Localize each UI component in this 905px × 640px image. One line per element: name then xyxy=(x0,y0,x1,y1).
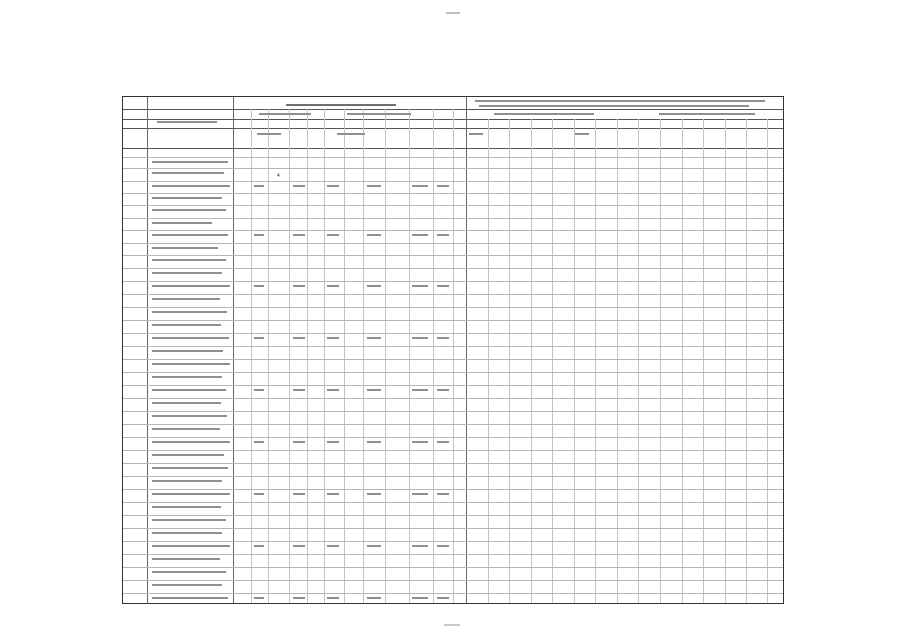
col-18 xyxy=(552,119,553,603)
row-sep xyxy=(123,502,783,503)
cell-text-bar xyxy=(437,285,449,287)
cell-text-bar xyxy=(293,285,305,287)
row-sep xyxy=(123,268,783,269)
row-text-bar xyxy=(152,454,224,456)
row-sep xyxy=(123,205,783,206)
row-text-bar xyxy=(152,209,226,211)
row-sep xyxy=(123,385,783,386)
row-text-bar xyxy=(152,259,226,261)
cell-text-bar xyxy=(254,389,264,391)
col-24 xyxy=(682,119,683,603)
cell-text-bar xyxy=(293,185,305,187)
col-23 xyxy=(660,119,661,603)
row-sep xyxy=(123,320,783,321)
cell-text-bar xyxy=(327,597,339,599)
header-text-bar xyxy=(659,113,755,115)
row-sep xyxy=(123,554,783,555)
page-header-mark xyxy=(446,12,460,14)
row-text-bar xyxy=(152,376,222,378)
cell-text-bar xyxy=(437,389,449,391)
cell-text-bar xyxy=(437,545,449,547)
row-text-bar xyxy=(152,402,221,404)
cell-text-bar xyxy=(412,441,428,443)
row-text-bar xyxy=(152,172,224,174)
row-text-bar xyxy=(152,441,230,443)
cell-text-bar xyxy=(327,234,339,236)
row-sep xyxy=(123,398,783,399)
row-sep xyxy=(123,515,783,516)
row-text-bar xyxy=(152,389,226,391)
row-sep xyxy=(123,168,783,169)
row-sep xyxy=(123,333,783,334)
header-text-bar xyxy=(286,104,396,106)
row-text-bar xyxy=(152,480,222,482)
row-sep xyxy=(123,255,783,256)
cell-text-bar xyxy=(437,441,449,443)
cell-text-bar xyxy=(327,389,339,391)
row-text-bar xyxy=(152,247,218,249)
cell-text-bar xyxy=(327,337,339,339)
row-sep xyxy=(123,346,783,347)
row-text-bar xyxy=(152,584,222,586)
col-20 xyxy=(595,119,596,603)
cell-text-bar xyxy=(367,285,381,287)
cell-text-bar xyxy=(412,597,428,599)
row-text-bar xyxy=(152,185,230,187)
cell-text-bar xyxy=(412,389,428,391)
cell-text-bar xyxy=(437,337,449,339)
cell-text-bar xyxy=(412,337,428,339)
header-text-bar xyxy=(494,113,594,115)
row-sep xyxy=(123,181,783,182)
row-text-bar xyxy=(152,161,228,163)
cell-text-bar xyxy=(412,185,428,187)
row-text-bar xyxy=(152,415,227,417)
col-26 xyxy=(725,119,726,603)
row-sep xyxy=(123,476,783,477)
row-text-bar xyxy=(152,363,230,365)
row-text-bar xyxy=(152,467,228,469)
row-sep xyxy=(123,450,783,451)
row-text-bar xyxy=(152,597,228,599)
cell-text-bar xyxy=(367,545,381,547)
cell-text-bar xyxy=(437,597,449,599)
row-text-bar xyxy=(152,519,226,521)
row-text-bar xyxy=(152,324,221,326)
cell-text-bar xyxy=(293,545,305,547)
row-sep xyxy=(123,489,783,490)
cell-text-bar xyxy=(293,493,305,495)
page-footer-mark xyxy=(444,624,460,626)
row-sep xyxy=(123,157,783,158)
visible-numeral: 4 xyxy=(277,173,280,179)
row-sep xyxy=(123,218,783,219)
cell-text-bar xyxy=(254,337,264,339)
header-text-bar xyxy=(475,100,765,102)
row-sep xyxy=(123,567,783,568)
row-text-bar xyxy=(152,558,220,560)
header-text-bar xyxy=(575,133,589,135)
row-sep xyxy=(123,359,783,360)
row-sep xyxy=(123,463,783,464)
row-text-bar xyxy=(152,197,222,199)
col-16 xyxy=(509,119,510,603)
row-sep xyxy=(123,281,783,282)
cell-text-bar xyxy=(367,337,381,339)
cell-text-bar xyxy=(254,597,264,599)
col-22 xyxy=(638,119,639,603)
header-text-bar xyxy=(469,133,483,135)
cell-text-bar xyxy=(327,545,339,547)
row-text-bar xyxy=(152,234,228,236)
row-sep xyxy=(123,580,783,581)
header-text-bar xyxy=(257,133,281,135)
cell-text-bar xyxy=(327,285,339,287)
cell-text-bar xyxy=(293,441,305,443)
cell-text-bar xyxy=(254,493,264,495)
row-text-bar xyxy=(152,506,221,508)
row-sep xyxy=(123,411,783,412)
row-text-bar xyxy=(152,337,229,339)
cell-text-bar xyxy=(293,597,305,599)
row-text-bar xyxy=(152,545,230,547)
cell-text-bar xyxy=(327,493,339,495)
col-27 xyxy=(746,119,747,603)
cell-text-bar xyxy=(327,185,339,187)
cell-text-bar xyxy=(367,389,381,391)
cell-text-bar xyxy=(412,493,428,495)
cell-text-bar xyxy=(412,234,428,236)
row-text-bar xyxy=(152,285,230,287)
cell-text-bar xyxy=(327,441,339,443)
cell-text-bar xyxy=(293,337,305,339)
row-text-bar xyxy=(152,222,212,224)
row-sep xyxy=(123,528,783,529)
col-17 xyxy=(531,119,532,603)
header-text-bar xyxy=(157,121,217,123)
header-text-bar xyxy=(337,133,365,135)
col-25 xyxy=(703,119,704,603)
cell-text-bar xyxy=(367,493,381,495)
header-text-bar xyxy=(347,113,411,115)
header-text-bar xyxy=(259,113,311,115)
row-text-bar xyxy=(152,493,230,495)
row-text-bar xyxy=(152,350,223,352)
col-15 xyxy=(488,119,489,603)
document-table xyxy=(122,96,784,604)
cell-text-bar xyxy=(437,185,449,187)
cell-text-bar xyxy=(254,441,264,443)
row-sep xyxy=(123,424,783,425)
row-text-bar xyxy=(152,532,222,534)
row-sep xyxy=(123,541,783,542)
cell-text-bar xyxy=(367,185,381,187)
cell-text-bar xyxy=(293,234,305,236)
cell-text-bar xyxy=(367,441,381,443)
row-sep xyxy=(123,437,783,438)
cell-text-bar xyxy=(254,185,264,187)
cell-text-bar xyxy=(254,234,264,236)
row-text-bar xyxy=(152,311,227,313)
cell-text-bar xyxy=(367,234,381,236)
row-sep xyxy=(123,307,783,308)
cell-text-bar xyxy=(437,493,449,495)
row-sep xyxy=(123,593,783,594)
row-text-bar xyxy=(152,272,222,274)
row-sep xyxy=(123,294,783,295)
cell-text-bar xyxy=(412,285,428,287)
cell-text-bar xyxy=(367,597,381,599)
row-text-bar xyxy=(152,298,220,300)
row-sep xyxy=(123,230,783,231)
col-19 xyxy=(574,119,575,603)
cell-text-bar xyxy=(293,389,305,391)
row-text-bar xyxy=(152,571,226,573)
cell-text-bar xyxy=(254,545,264,547)
cell-text-bar xyxy=(437,234,449,236)
row-text-bar xyxy=(152,428,220,430)
cell-text-bar xyxy=(412,545,428,547)
cell-text-bar xyxy=(254,285,264,287)
row-sep xyxy=(123,243,783,244)
header-text-bar xyxy=(479,105,749,107)
col-21 xyxy=(617,119,618,603)
row-sep xyxy=(123,193,783,194)
col-28 xyxy=(767,119,768,603)
row-sep xyxy=(123,372,783,373)
